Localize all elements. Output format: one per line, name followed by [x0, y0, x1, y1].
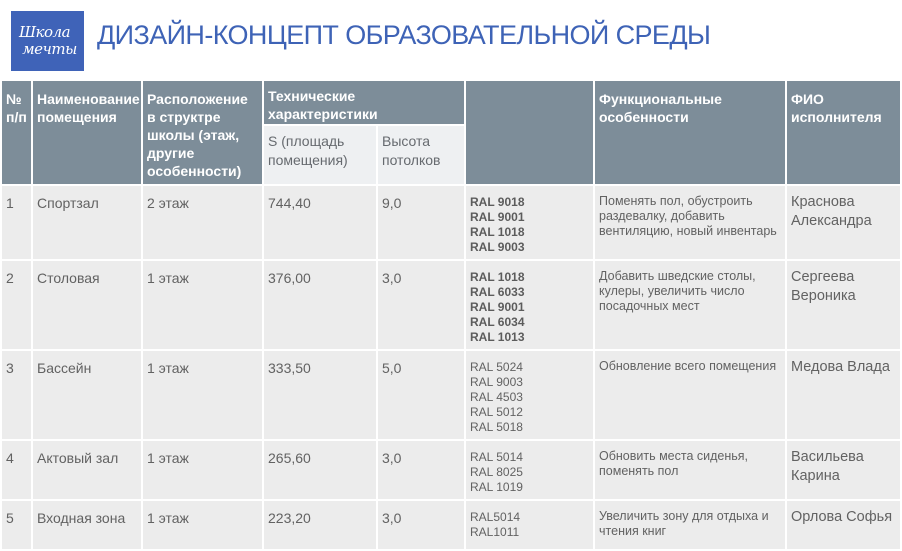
ral-color-code: RAL 8025 — [470, 465, 523, 479]
row-location: 1 этаж — [142, 260, 263, 350]
page-title: ДИЗАЙН-КОНЦЕПТ ОБРАЗОВАТЕЛЬНОЙ СРЕДЫ — [97, 20, 711, 50]
ral-color-code: RAL1011 — [470, 525, 520, 539]
row-height: 3,0 — [377, 260, 465, 350]
row-colors — [465, 260, 594, 350]
row-name: Спортзал — [32, 185, 142, 260]
ral-color-code: RAL 1018 — [470, 270, 525, 284]
row-area: 376,00 — [263, 260, 377, 350]
table-row — [1, 260, 901, 350]
header-fio: ФИО исполнителя — [786, 80, 901, 185]
ral-color-code: RAL 4503 — [470, 390, 523, 404]
row-num: 5 — [1, 500, 32, 550]
ral-color-code: RAL 5018 — [470, 420, 523, 434]
row-num: 4 — [1, 440, 32, 500]
logo-line-1: Школа — [18, 23, 71, 41]
ral-color-code: RAL 1018 — [470, 225, 525, 239]
row-name: Бассейн — [32, 350, 142, 440]
ral-color-code: RAL 9001 — [470, 210, 525, 224]
row-height: 5,0 — [377, 350, 465, 440]
header-tech: Технические характеристики — [263, 80, 465, 125]
ral-color-code: RAL 6034 — [470, 315, 525, 329]
ral-color-code: RAL 5014 — [470, 450, 523, 464]
table-body — [1, 185, 901, 550]
row-fio: Васильева Карина — [786, 440, 901, 500]
school-logo — [11, 11, 84, 71]
header-num: № п/п — [1, 80, 32, 185]
ral-color-code: RAL 1013 — [470, 330, 525, 344]
row-height: 3,0 — [377, 500, 465, 550]
row-fio: Краснова Александра — [786, 185, 901, 260]
row-num: 1 — [1, 185, 32, 260]
row-num: 3 — [1, 350, 32, 440]
ral-color-code: RAL 9018 — [470, 195, 525, 209]
row-colors — [465, 440, 594, 500]
row-location: 1 этаж — [142, 440, 263, 500]
row-colors — [465, 350, 594, 440]
header-colors — [465, 80, 594, 185]
header-features: Функциональные особенности — [594, 80, 786, 185]
ral-color-code: RAL5014 — [470, 510, 521, 524]
ral-color-code: RAL 1019 — [470, 480, 523, 494]
row-features: Увеличить зону для отдыха и чтения книг — [594, 500, 786, 550]
row-fio: Орлова Софья — [786, 500, 901, 550]
row-height: 3,0 — [377, 440, 465, 500]
header-area: S (площадь помещения) — [263, 125, 377, 185]
ral-color-code: RAL 9003 — [470, 240, 525, 254]
ral-color-code: RAL 9001 — [470, 300, 525, 314]
row-features: Обновить места сиденья, поменять пол — [594, 440, 786, 500]
header-height: Высота потолков — [377, 125, 465, 185]
row-name: Столовая — [32, 260, 142, 350]
table-row — [1, 500, 901, 550]
row-area: 223,20 — [263, 500, 377, 550]
row-colors — [465, 185, 594, 260]
ral-color-code: RAL 9003 — [470, 375, 523, 389]
row-area: 265,60 — [263, 440, 377, 500]
row-height: 9,0 — [377, 185, 465, 260]
row-num: 2 — [1, 260, 32, 350]
row-location: 1 этаж — [142, 350, 263, 440]
row-area: 333,50 — [263, 350, 377, 440]
row-features: Обновление всего помещения — [594, 350, 786, 440]
row-name: Входная зона — [32, 500, 142, 550]
logo-line-2: мечты — [22, 40, 77, 58]
rooms-table — [0, 79, 902, 551]
row-fio: Медова Влада — [786, 350, 901, 440]
ral-color-code: RAL 5024 — [470, 360, 523, 374]
ral-color-code: RAL 6033 — [470, 285, 525, 299]
row-features: Добавить шведские столы, кулеры, увеличить число посадочных мест — [594, 260, 786, 350]
table-row — [1, 440, 901, 500]
table-row — [1, 185, 901, 260]
row-location: 1 этаж — [142, 500, 263, 550]
table-row — [1, 350, 901, 440]
row-fio: Сергеева Вероника — [786, 260, 901, 350]
row-area: 744,40 — [263, 185, 377, 260]
header-location: Расположение в структре школы (этаж, другие особенности) — [142, 80, 263, 185]
row-features: Поменять пол, обустроить раздевалку, добавить вентиляцию, новый инвентарь — [594, 185, 786, 260]
header-name: Наименование помещения — [32, 80, 142, 185]
ral-color-code: RAL 5012 — [470, 405, 523, 419]
row-name: Актовый зал — [32, 440, 142, 500]
row-location: 2 этаж — [142, 185, 263, 260]
row-colors — [465, 500, 594, 550]
